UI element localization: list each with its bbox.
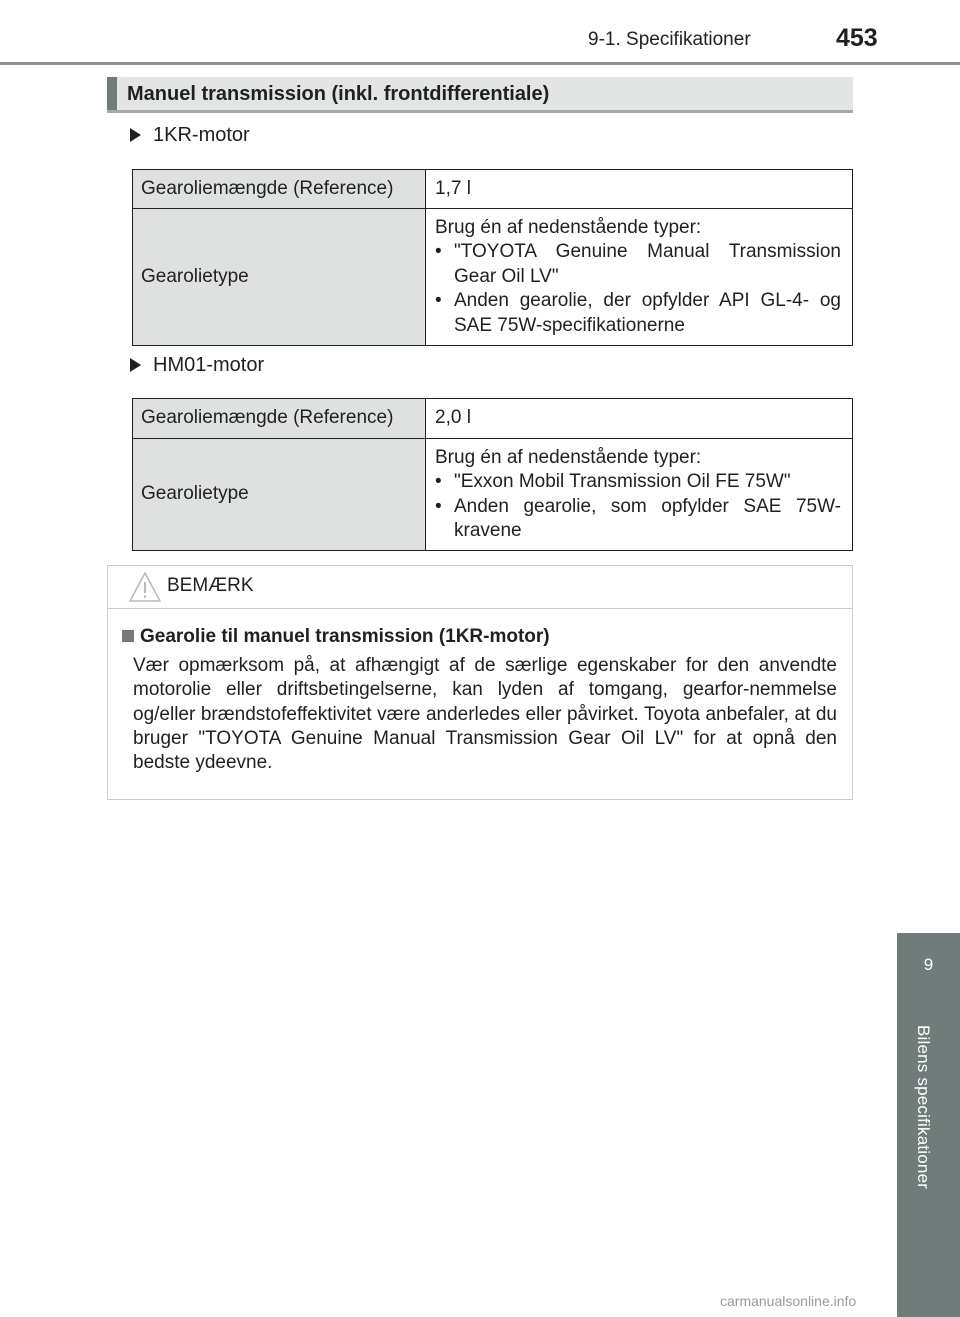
bullet-dot-icon: • (435, 495, 442, 517)
type-label: Gearolietype (133, 209, 426, 346)
type-intro: Brug én af nedenstående typer: (435, 216, 702, 238)
engine-heading-text: 1KR-motor (153, 124, 250, 146)
spec-table-hm01 (132, 398, 853, 551)
engine-heading-hm01 (130, 354, 264, 377)
note-box (107, 565, 853, 800)
table-row (133, 399, 853, 439)
header-section-title: 9-1. Specifikationer (588, 29, 751, 50)
quantity-value: 1,7 l (426, 170, 853, 209)
square-bullet-icon (122, 630, 134, 642)
list-item: • "TOYOTA Genuine Manual Transmission Gear Oil LV" (435, 241, 841, 287)
table-row (133, 170, 853, 209)
page-number: 453 (836, 24, 878, 52)
chapter-label: Bilens specifikationer (914, 1025, 933, 1190)
triangle-right-icon (130, 128, 141, 142)
list-item: • Anden gearolie, der opfylder API GL-4- og SAE 75W-specifikationerne (435, 290, 841, 336)
chapter-side-tab (897, 933, 960, 1317)
type-intro: Brug én af nedenstående typer: (435, 446, 702, 468)
quantity-label: Gearoliemængde (Reference) (133, 399, 426, 439)
footer-watermark: carmanualsonline.info (720, 1293, 857, 1309)
warning-triangle-icon (128, 571, 162, 603)
table-row (133, 439, 853, 551)
list-item: • "Exxon Mobil Transmission Oil FE 75W" (435, 470, 841, 495)
bullet-dot-icon: • (435, 471, 442, 492)
quantity-value: 2,0 l (426, 399, 853, 439)
bullet-dot-icon: • (435, 241, 442, 263)
section-title: Manuel transmission (inkl. frontdifferentiale) (127, 83, 550, 105)
note-label: BEMÆRK (167, 575, 254, 596)
bullet-dot-icon: • (435, 290, 442, 312)
note-title (122, 626, 550, 648)
triangle-right-icon (130, 358, 141, 372)
type-value (426, 439, 853, 551)
quantity-label: Gearoliemængde (Reference) (133, 170, 426, 209)
engine-heading-text: HM01-motor (153, 354, 265, 376)
note-header (108, 566, 852, 609)
list-item: • Anden gearolie, som opfylder SAE 75W-kravene (435, 495, 841, 541)
table-row (133, 209, 853, 346)
title-accent-bar (107, 77, 117, 110)
header-divider (0, 62, 960, 65)
chapter-number: 9 (923, 955, 934, 974)
note-title-text: Gearolie til manuel transmission (1KR-motor) (140, 626, 550, 647)
type-label: Gearolietype (133, 439, 426, 551)
spec-table-1kr (132, 169, 853, 346)
note-body: Vær opmærksom på, at afhængigt af de særlige egenskaber for den anvendte motorolie eller driftsbetingelserne, kan lyden af tomgang, gearfor-nemmelse og/eller brændstofeffektivitet være anderledes eller påvirket. Toyota anbefaler, at du bruger "TOYOTA Genuine Manual Transmission Gear Oil LV" for at opnå den bedste ydeevne. (133, 655, 837, 774)
engine-heading-1kr (130, 124, 250, 147)
section-title-bar (107, 77, 853, 113)
type-value (426, 209, 853, 346)
